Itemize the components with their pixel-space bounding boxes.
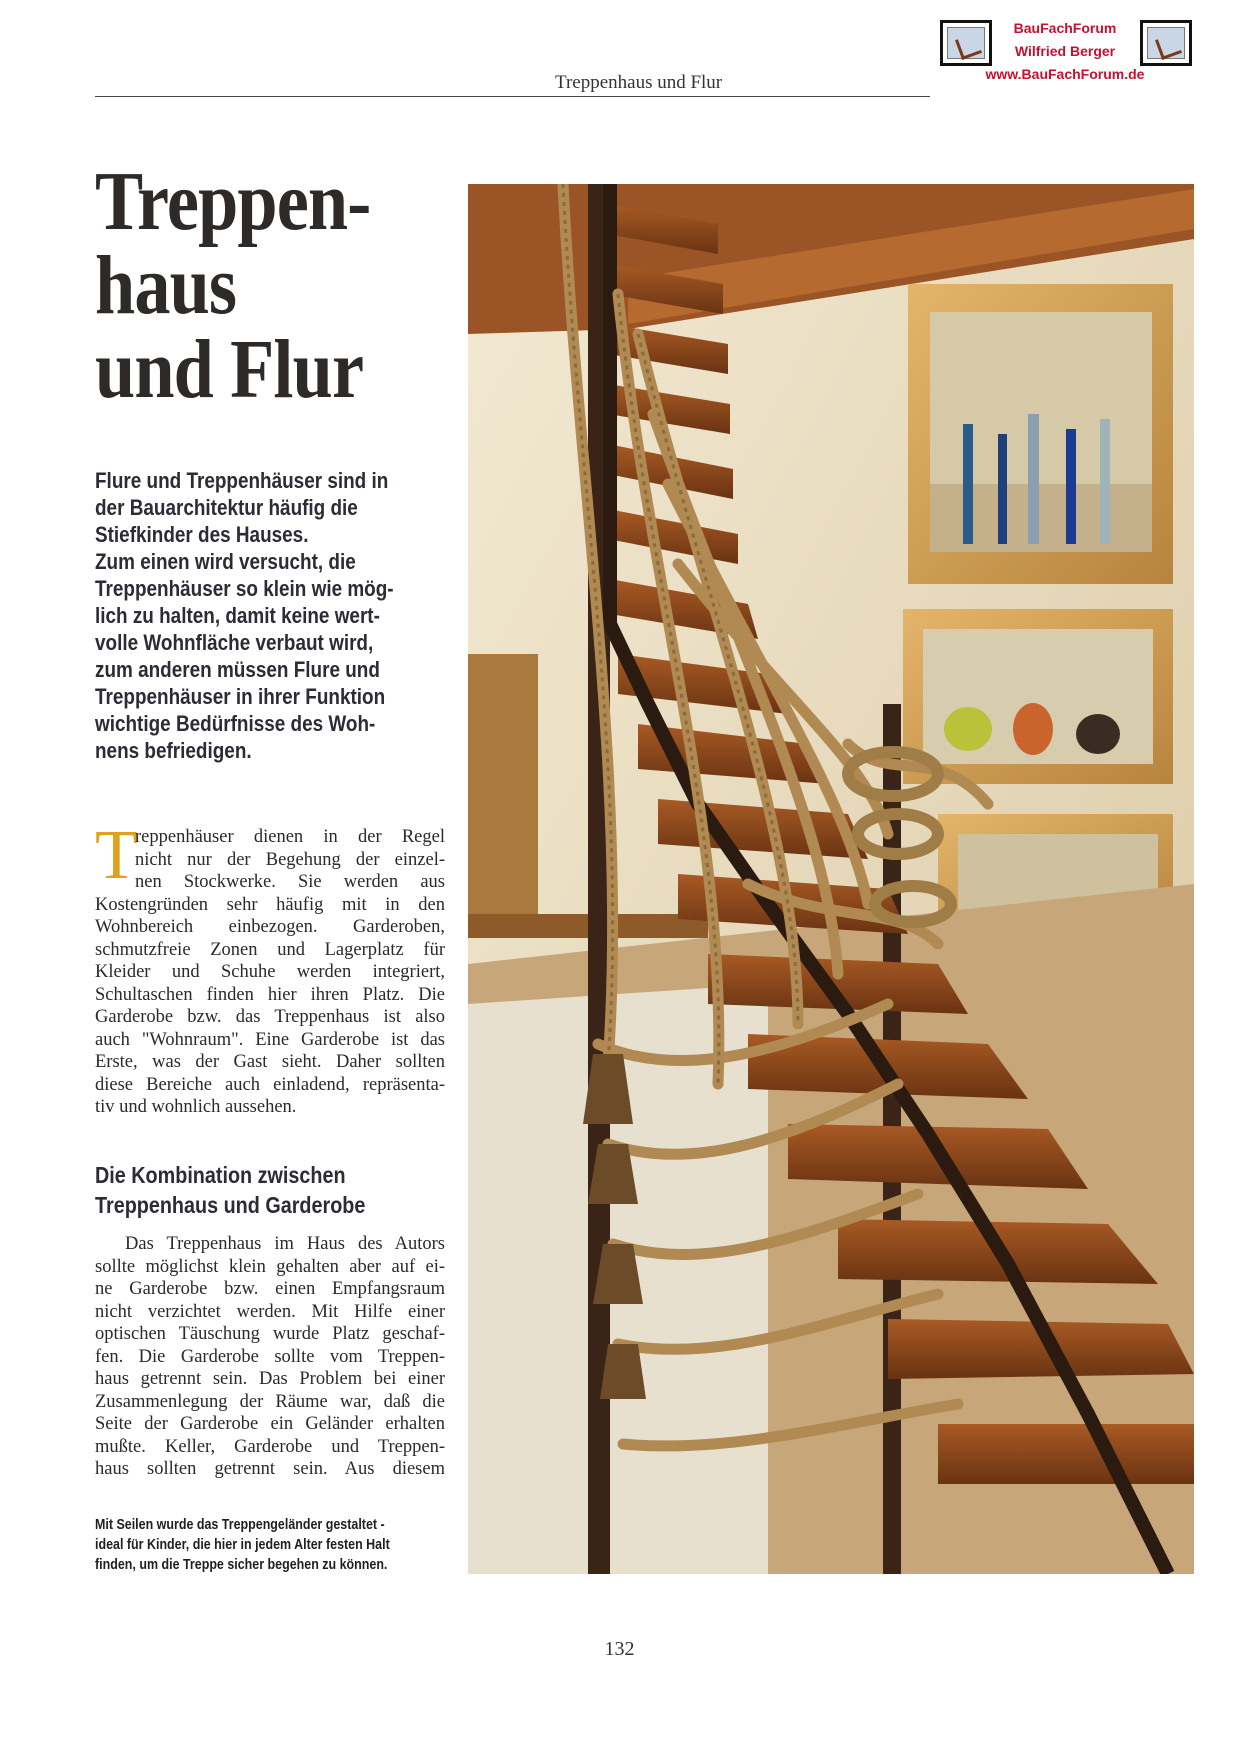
logo-emblem-icon [1140,20,1192,66]
intro-line: der Bauarchitektur häufig die [95,495,358,520]
logo-line-3: www.BauFachForum.de [985,66,1145,82]
logo-emblem-icon [940,20,992,66]
page-title [95,155,371,416]
logo-line-2: Wilfried Berger [1014,43,1116,59]
body-line: ne Garderobe bzw. einen Empfangsraum [95,1279,445,1299]
title-line: Treppen- [95,155,371,248]
staircase-photo [468,184,1194,1574]
body-line: haus getrennt sein. Das Problem bei einer [95,1369,445,1389]
intro-paragraph [95,467,439,764]
body-line: nen Stockwerke. Sie werden aus [135,872,445,892]
page-number: 132 [604,1638,635,1660]
intro-line: Flure und Treppenhäuser sind in [95,468,389,493]
body-line: mußte. Keller, Garderobe und Treppen- [95,1436,445,1457]
body-line: Garderobe bzw. das Treppenhaus ist also [95,1007,445,1027]
body-line: Zusammenlegung der Räume war, daß die [95,1391,445,1412]
body-line: schmutzfreie Zonen und Lagerplatz für [95,939,445,960]
body-line: Seite der Garderobe ein Geländer erhalten [95,1414,445,1434]
body-line: Kleider und Schuhe werden integriert, [95,962,445,982]
title-line: haus [95,239,237,332]
body-line: optischen Täuschung wurde Platz geschaf- [95,1324,445,1344]
intro-line: Treppenhäuser in ihrer Funktion [95,684,386,709]
body-paragraph-1 [95,817,445,1119]
body-line: Kostengründen sehr häufig mit in den [95,894,445,915]
body-line: nicht verzichtet werden. Mit Hilfe einer [95,1301,445,1322]
body-line: reppenhäuser dienen in der Regel [135,827,445,847]
body-line: haus sollten getrennt sein. Aus diesem [95,1459,445,1479]
caption-line: finden, um die Treppe sicher begehen zu können. [95,1557,388,1573]
subheading-line: Die Kombination zwischen [95,1162,346,1188]
body-line: tiv und wohnlich aussehen. [95,1097,297,1117]
caption-line: ideal für Kinder, die hier in jedem Alter festen Halt [95,1537,390,1553]
section-subheading [95,1160,365,1220]
body-line: auch "Wohnraum". Eine Garderobe ist das [95,1029,445,1050]
body-line: Wohnbereich einbezogen. Garderoben, [95,917,445,937]
caption-line: Mit Seilen wurde das Treppengeländer gestaltet - [95,1517,385,1533]
intro-line: volle Wohnfläche verbaut wird, [95,630,374,655]
intro-line: Stiefkinder des Hauses. [95,522,309,547]
running-head [95,70,930,97]
body-line: Erste, was der Gast sieht. Daher sollten [95,1052,445,1072]
photo-caption [95,1515,390,1575]
body-paragraph-2 [95,1233,445,1481]
body-line: fen. Die Garderobe sollte vom Treppen- [95,1346,445,1367]
subheading-line: Treppenhaus und Garderobe [95,1192,366,1218]
logo-line-1: BauFachForum [1013,20,1117,36]
body-line: Das Treppenhaus im Haus des Autors [125,1234,445,1254]
body-line: nicht nur der Begehung der einzel- [135,849,445,870]
title-line: und Flur [95,323,364,416]
intro-line: Treppenhäuser so klein wie mög- [95,576,394,601]
intro-line: lich zu halten, damit keine wert- [95,603,380,628]
body-line: sollte möglichst klein gehalten aber auf ei- [95,1256,445,1277]
intro-line: Zum einen wird versucht, die [95,549,356,574]
running-head-text: Treppenhaus und Flur [555,72,723,93]
body-line: diese Bereiche auch einladend, repräsenta- [95,1074,445,1095]
drop-cap: T [95,817,138,894]
baufachforum-logo [930,16,1200,96]
body-line: Schultaschen finden hier ihren Platz. Die [95,984,445,1005]
intro-line: nens befriedigen. [95,738,252,763]
intro-line: zum anderen müssen Flure und [95,657,380,682]
intro-line: wichtige Bedürfnisse des Woh- [95,711,376,736]
